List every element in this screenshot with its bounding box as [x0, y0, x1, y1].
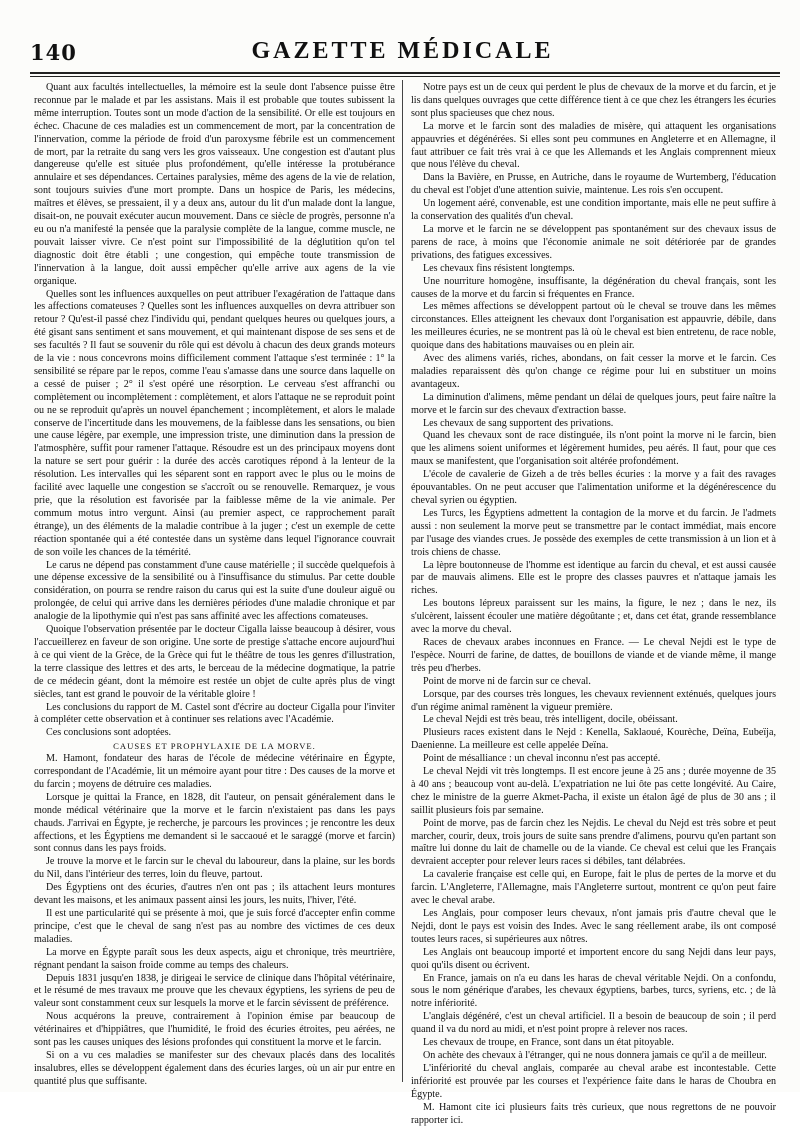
paragraph: Quoique l'observation présentée par le docteur Cigalla laisse beaucoup à désirer, vous l'accueillerez en faveur de son origine. Une sorte de prestige s'attache encore aujourd'hui à ce qui vient de la Grèce, de la Grèce qui fut le théâtre de tous les genres d'illustration, la terre classique des lettres et des arts, le berceau de la médecine dogmatique, la patrie de ce médecin géant, dont la mémoire est restée un objet de culte après plus de vingt siècles, tant est grand le pouvoir de la véritable gloire !	[34, 624, 395, 700]
page-number: 140	[30, 40, 77, 65]
journal-title: GAZETTE MÉDICALE	[251, 38, 554, 64]
paragraph: La morve et le farcin sont des maladies de misère, qui attaquent les organisations appauvries et dégénérées. Si elles sont peu communes en Angleterre et en Allemagne, il faut attribuer ce fait très vrai à ce que les Allemands et les Anglais comprennent mieux que nous l'élève du cheval.	[411, 120, 776, 171]
paragraph: Le cheval Nejdi est très beau, très intelligent, docile, obéissant.	[423, 714, 678, 726]
paragraph: Quelles sont les influences auxquelles on peut attribuer l'exagération de l'attaque dans les affections comateuses ? Quelles sont les influences auxquelles on devra attribuer son retour ? Qu'est-il passé chez l'individu qui, pendant quelques heures ou quelques jours, a été gisant sans sentiment et sans mouvement, et qui maintenant dispose de ses sens et de ses facultés ? Il faut se souvenir du rôle qui est dévolu à chacun des deux grands moteurs de la vie : nous concevrons moins difficilement comment l'attaque s'est terminée : 1° la sensibilité se répare par le repos, comme l'eau s'amasse dans une source dans laquelle on a cessé de puiser ; 2° il s'est opéré une résorption. Le cerveau s'est affranchi ou complètement ou incomplètement : complètement, et alors l'attaque ne se reproduit point ou ne se reproduit qu'après un nouvel épanchement ; incomplètement, et alors le malade conserve de l'incertitude dans les mouvemens, de la faiblesse dans les sensations, ou bien une cause légère, par exemple, une impression triste, une diminution dans la pression de l'atmosphère, suffit pour ramener l'attaque. Résoudre est un des principaux moyens dont la nature se sert pour guérir : la durée des accès carotiques répond à la lenteur de la résolution. Les intervalles qui les séparent sont en rapport avec le plus ou le moins de facilité avec laquelle une congestion se s'accroît ou se renouvelle. Remarquez, je vous prie, que la résolution est favorisée par la faiblesse même de la vie animale. Per commum motus intro vergunt. Ainsi (au premier aspect, ce rapprochement paraît étrange), un des éléments de la maladie contribue à la juger ; c'est un exemple de cette réaction spontanée qui a été contestée dans un système dans lequel l'ignorance couvrait de son voile les chances de la témérité.	[34, 288, 395, 558]
paragraph: Les chevaux de troupe, en France, sont dans un état pitoyable.	[423, 1037, 674, 1049]
paragraph: La morve en Égypte paraît sous les deux aspects, aigu et chronique, très meurtrière, régnant pendant la saison froide comme au temps des chaleurs.	[34, 946, 395, 971]
page-header	[30, 34, 775, 68]
paragraph: Si on a vu ces maladies se manifester sur des chevaux placés dans des localités insalubres, elles se développent également dans des écuries larges, où un air pur entre en quantité plus que suffisante.	[34, 1049, 395, 1087]
paragraph: La morve et le farcin ne se développent pas spontanément sur des chevaux issus de parens de race, à moins que l'économie animale ne soit détériorée par de grandes privations, des fatigues excessives.	[411, 223, 776, 261]
paragraph: Une nourriture homogène, insuffisante, la dégénération du cheval français, sont les causes de la morve et du farcin si fréquentes en France.	[411, 275, 776, 300]
paragraph: Ces conclusions sont adoptées.	[46, 727, 172, 739]
header-rule	[30, 72, 780, 74]
paragraph: Un logement aéré, convenable, est une condition importante, mais elle ne peut suffire à la conservation des qualités d'un cheval.	[411, 198, 776, 223]
paragraph: Quant aux facultés intellectuelles, la mémoire est la seule dont l'absence puisse être reconnue par le malade et par les assistans. Mais il est probable que toutes subissent la même interruption. Toutes sont un mode d'action de la sensibilité. Or elle est toujours en échec. Chacune de ces maladies est un commencement de mort, par la concentration de l'innervation, comme la période de froid d'un paroxysme fébrile est un commencement de mort, par la retraite du sang vers les gros vaisseaux. Une congestion est d'autant plus dangereuse qu'elle est située plus profondément, qu'elle intéresse la protubérance annulaire et ses dépendances. Certaines paralysies, même des agens de la vie de relation, sont toujours suivies d'une mort prompte. Dans un hospice de Paris, les médecins, maîtres et élèves, se pressaient, il y a deux ans, autour du lit d'un malade dont la langue, disait-on, ne pouvait exécuter aucun mouvement. Dans ce siècle de progrès, personne n'a eu ou n'a manifesté la pensée que la paralysie complète de la langue, comme muscle, ne pouvait laisser vivre. Ce n'est point sur l'impossibilité de la déglutition qu'on tel diagnostic doit être établi ; une congestion, qui empêche toute transmission de l'innervation à la langue, doit aussi empêcher qu'elle arrive aux agens de la vie organique.	[34, 82, 395, 287]
paragraph: La lèpre boutonneuse de l'homme est identique au farcin du cheval, et est aussi causée par de mauvais alimens. Elle est le propre des classes pauvres et n'attaque jamais les riches.	[411, 559, 776, 597]
paragraph: Les Anglais, pour composer leurs chevaux, n'ont jamais pris d'autre cheval que le Nejdi, dont le pays est voisin des Indes. Avec le sang réellement arabe, ils ont composé toutes leurs races, si supérieures aux nôtres.	[411, 908, 776, 945]
paragraph: Les Turcs, les Égyptiens admettent la contagion de la morve et du farcin. Je l'admets aussi : non seulement la morve peut se transmettre par le contact immédiat, mais encore par l'usage des viandes crues. Je possède des exemples de cette transmission à un lion et à trois chiens de chasse.	[411, 507, 776, 558]
paragraph: Point de morve, pas de farcin chez les Nejdis. Le cheval du Nejd est très sobre et peut marcher, courir, deux, trois jours de suite sans prendre d'alimens, pourvu qu'en partant son maître lui donne du lait de chamelle ou de la viande. Ce cheval est celui que les Français devraient accepter pour relever leurs races si débiles, tant délabrées.	[411, 817, 776, 868]
paragraph: Point de morve ni de farcin sur ce cheval.	[423, 675, 591, 687]
paragraph: L'anglais dégénéré, c'est un cheval artificiel. Il a besoin de beaucoup de soin ; il perd quand il va du nord au midi, et n'est point propre à relever nos races.	[411, 1011, 776, 1036]
paragraph: On achète des chevaux à l'étranger, qui ne nous donnera jamais ce qu'il a de meilleur.	[423, 1049, 767, 1061]
paragraph: Les boutons lépreux paraissent sur les mains, la figure, le nez ; dans le nez, ils s'ulcèrent, laissent écouler une matière dégoûtante ; et, dans cet état, grande ressemblance avec la morve du cheval.	[411, 598, 776, 636]
paragraph: Les mêmes affections se développent partout où le cheval se trouve dans les mêmes circonstances. Elles atteignent les chevaux dont l'organisation est appauvrie, débile, dans les meilleures écuries, ne se montrent pas là où le cheval est bien entretenu, de race noble, quoique dans des habitations mauvaises ou en plein air.	[411, 301, 776, 352]
paragraph: Notre pays est un de ceux qui perdent le plus de chevaux de la morve et du farcin, et je lis dans quelques ouvrages que cette différence tient à ce que chez les étrangers les écuries sont plus spacieuses que chez nous.	[411, 82, 776, 119]
paragraph: Lorsque je quittai la France, en 1828, dit l'auteur, on pensait généralement dans le monde médical vétérinaire que la morve et le farcin n'existaient pas dans les pays chauds. J'arrivai en Égypte, je recherche, je parcours les provinces ; je rencontre les deux affections, et les Égyptiens me demandent si le saccaoué et le saraggé (morve et farcin) sont connus dans les pays froids.	[34, 791, 395, 855]
paragraph: Les chevaux de sang supportent des privations.	[423, 417, 614, 429]
paragraph: Je trouve la morve et le farcin sur le cheval du laboureur, dans la plaine, sur les bords du Nil, dans l'intérieur des terres, loin du fleuve, partout.	[34, 856, 395, 881]
paragraph: Dans la Bavière, en Prusse, en Autriche, dans le royaume de Wurtemberg, l'éducation du cheval est l'objet d'une attention suivie, maintenue. Les rois s'en occupent.	[411, 172, 776, 197]
paragraph: Point de mésalliance : un cheval inconnu n'est pas accepté.	[423, 753, 661, 765]
right-column	[411, 82, 776, 1126]
paragraph: Avec des alimens variés, riches, abondans, on fait cesser la morve et le farcin. Ces maladies reparaissent dès qu'on change ce régime pour lui en substituer un moins avantageux.	[411, 353, 776, 390]
left-column	[34, 82, 395, 1087]
paragraph: M. Hamont, fondateur des haras de l'école de médecine vétérinaire en Égypte, correspondant de l'Académie, lit un mémoire ayant pour titre : Des causes de la morve et du farcin ; moyens de détruire ces maladies.	[34, 753, 395, 790]
paragraph: Nous acquérons la preuve, contrairement à l'opinion émise par beaucoup de vétérinaires et d'hippiâtres, que l'humidité, le froid des écuries étroites, peu aérées, ne sont pas les causes uniques des lésions profondes qui constituent la morve et le farcin.	[34, 1011, 395, 1049]
paragraph: Races de chevaux arabes inconnues en France. — Le cheval Nejdi est le type de l'espèce. Nourri de farine, de dattes, de bouillons de viande et de viande même, il mange très peu d'herbes.	[411, 636, 776, 674]
paragraph: Des Égyptiens ont des écuries, d'autres n'en ont pas ; ils attachent leurs montures devant les maisons, et les animaux passent ainsi les jours, les nuits, l'hiver, l'été.	[34, 882, 395, 907]
paragraph: L'école de cavalerie de Gizeh a de très belles écuries : la morve y a fait des ravages épouvantables. On ne peut accuser que l'alimentation uniforme et la dégénérescence du cheval syrien ou égyptien.	[411, 469, 776, 506]
paragraph: Les Anglais ont beaucoup importé et importent encore du sang Nejdi dans leur pays, quoi qu'ils disent ou écrivent.	[411, 946, 776, 971]
paragraph: Lorsque, par des courses très longues, les chevaux reviennent exténués, quelques jours d'un régime animal ramènent la vigueur première.	[411, 688, 776, 713]
section-heading: CAUSES ET PROPHYLAXIE DE LA MORVE.	[113, 741, 316, 752]
paragraph: Les chevaux fins résistent longtemps.	[423, 262, 575, 274]
header-rule-thin	[30, 76, 780, 77]
paragraph: La cavalerie française est celle qui, en Europe, fait le plus de pertes de la morve et du farcin. L'Angleterre, l'Allemagne, mais l'Angleterre surtout, montrent ce qu'on peut faire avec le cheval arabe.	[411, 869, 776, 907]
paragraph: En France, jamais on n'a eu dans les haras de cheval véritable Nejdi. On a confondu, sous le nom générique d'arabes, les chevaux égyptiens, barbes, turcs, syriens, etc. ; de là notre infériorité.	[411, 972, 776, 1010]
paragraph: Quand les chevaux sont de race distinguée, ils n'ont point la morve ni le farcin, bien que les alimens soient uniformes et légèrement humides, peu aérés. Il faut, pour que ces maux se manifestent, que l'organisation soit altérée profondément.	[411, 430, 776, 468]
paragraph: Plusieurs races existent dans le Nejd : Kenella, Saklaoué, Kourèche, Deïna, Eubeïja, Daenienne. La meilleure est celle appelée Deïna.	[411, 727, 776, 752]
paragraph: M. Hamont cite ici plusieurs faits très curieux, que nous regrettons de ne pouvoir rapporter ici.	[411, 1101, 776, 1126]
column-divider	[402, 80, 403, 1082]
paragraph: Le carus ne dépend pas constamment d'une cause matérielle ; il succède quelquefois à une dépense excessive de la sensibilité ou à l'insuffisance du stimulus. Par cette double considération, on pourra se rendre raison du carus qui est la suite d'une douleur aiguë ou prolongée, de celui qui arrive dans les dernières périodes d'une maladie chronique et par analogie de la lipothymie qui n'est pas sans affinité avec les affections comateuses.	[34, 559, 395, 623]
paragraph: Il est une particularité qui se présente à moi, que je suis forcé d'accepter enfin comme principe, c'est que le cheval de sang n'est pas au nombre des victimes de ces deux maladies.	[34, 908, 395, 945]
paragraph: Le cheval Nejdi vit très longtemps. Il est encore jeune à 25 ans ; durée moyenne de 35 à 40 ans ; beaucoup vont au-delà. L'expatriation ne lui ôte pas cette longévité. Au Caire, chez le ministre de la guerre Akmet-Pacha, il existe un étalon âgé de plus de 30 ans ; il saillit plusieurs fois par semaine.	[411, 766, 776, 816]
paragraph: La diminution d'alimens, même pendant un délai de quelques jours, peut faire naître la morve et le farcin sur des chevaux d'extraction basse.	[411, 391, 776, 416]
paragraph: Les conclusions du rapport de M. Castel sont d'écrire au docteur Cigalla pour l'inviter à compléter cette observation et à continuer ses relations avec l'Académie.	[34, 701, 395, 726]
paragraph: L'infériorité du cheval anglais, comparée au cheval arabe est incontestable. Cette infériorité est prouvée par les courses et l'expérience faite dans le haras de Choubra en Égypte.	[411, 1062, 776, 1100]
paragraph: Depuis 1831 jusqu'en 1838, je dirigeai le service de clinique dans l'hôpital vétérinaire, et le résumé de mes travaux me prouve que les chevaux égyptiens, les syriens de peu de valeur sont constamment ceux sur lesquels la morve et le farcin sévissent de préférence.	[34, 972, 395, 1010]
